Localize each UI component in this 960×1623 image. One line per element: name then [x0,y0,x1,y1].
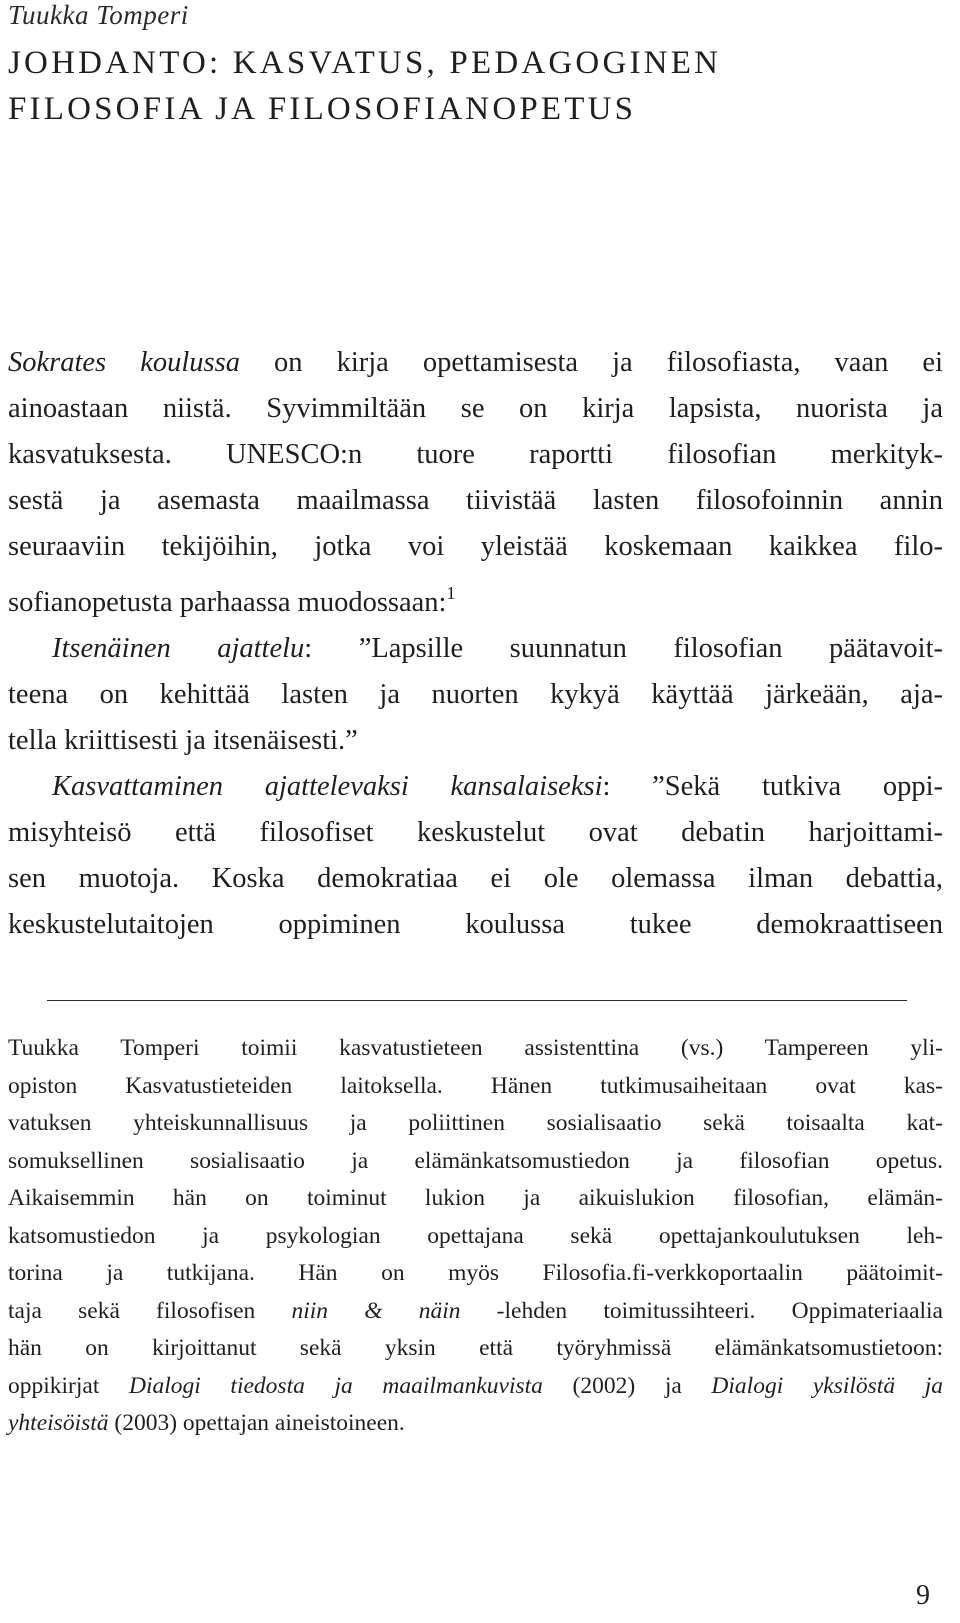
book-title-italic: Dialogi yksilöstä ja [711,1372,943,1399]
body-line: tella kriittisesti ja itsenäisesti.” [8,725,358,756]
body-line: ainoastaan niistä. Syvimmiltään se on kirja lapsista, nuorista ja [8,393,943,424]
bio-line: taja sekä filosofisen niin & näin -lehden toimitussihteeri. Oppimateriaalia [8,1297,943,1324]
body-line: kasvatuksesta. UNESCO:n tuore raportti filosofian merkityk- [8,439,943,470]
term-italic: Kasvattaminen ajattelevaksi kansalaiseksi [52,771,603,802]
footnote-marker: 1 [446,583,456,603]
chapter-title [8,40,948,132]
bio-line: Aikaisemmin hän on toiminut lukion ja aikuislukion filosofian, elämän- [8,1185,943,1211]
body-line: sen muotoja. Koska demokratiaa ei ole olemassa ilman debattia, [8,863,943,894]
chapter-title-line: JOHDANTO: KASVATUS, PEDAGOGINEN [8,45,722,81]
body-line: sestä ja asemasta maailmassa tiivistää lasten filosofoinnin annin [8,485,943,516]
bio-line: somuksellinen sosialisaatio ja elämänkatsomustiedon ja filosofian opetus. [8,1147,943,1174]
term-italic: Itsenäinen ajattelu [52,633,305,664]
book-title-italic: Dialogi tiedosta ja maailmankuvista [129,1372,543,1399]
body-line: teena on kehittää lasten ja nuorten kykyä käyttää järkeään, aja- [8,679,943,710]
body-line: Itsenäinen ajattelu: ”Lapsille suunnatun filosofian päätavoit- [52,633,943,664]
body-line: sofianopetusta parhaassa muodossaan:$^1$ [8,583,456,618]
footnote-divider [47,1000,907,1001]
bio-line: Tuukka Tomperi toimii kasvatustieteen assistenttina (vs.) Tampereen yli- [8,1035,943,1061]
author-name: Tuukka Tomperi [8,0,189,30]
page-number: 9 [916,1580,930,1611]
journal-title-italic: niin & näin [291,1297,461,1324]
body-text [8,340,943,948]
author-bio [8,1030,943,1443]
body-line: seuraaviin tekijöihin, jotka voi yleistää koskemaan kaikkea filo- [8,531,943,562]
bio-line: katsomustiedon ja psykologian opettajana sekä opettajankoulutuksen leh- [8,1222,943,1249]
book-title-italic: Sokrates koulussa [8,347,240,378]
bio-line: torina ja tutkijana. Hän on myös Filosofia.fi-verkkoportaalin päätoimit- [8,1260,943,1286]
body-line: keskustelutaitojen oppiminen koulussa tukee demokraattiseen [8,909,943,940]
body-line: Kasvattaminen ajattelevaksi kansalaiseksi: ”Sekä tutkiva oppi- [52,771,943,802]
body-line: misyhteisö että filosofiset keskustelut ovat debatin harjoittami- [8,817,943,848]
body-line: Sokrates koulussa on kirja opettamisesta ja filosofiasta, vaan ei [8,347,943,378]
bio-line: vatuksen yhteiskunnallisuus ja poliittinen sosialisaatio sekä toisaalta kat- [8,1110,943,1136]
bio-line: hän on kirjoittanut sekä yksin että työryhmissä elämänkatsomustietoon: [8,1335,943,1361]
bio-line: oppikirjat Dialogi tiedosta ja maailmankuvista (2002) ja Dialogi yksilöstä ja [8,1372,943,1399]
chapter-title-line: FILOSOFIA JA FILOSOFIANOPETUS [8,91,637,127]
bio-line: yhteisöistä (2003) opettajan aineistoineen. [8,1410,405,1436]
bio-line: opiston Kasvatustieteiden laitoksella. Hänen tutkimusaiheitaan ovat kas- [8,1072,943,1099]
book-title-italic: yhteisöistä [8,1410,109,1436]
